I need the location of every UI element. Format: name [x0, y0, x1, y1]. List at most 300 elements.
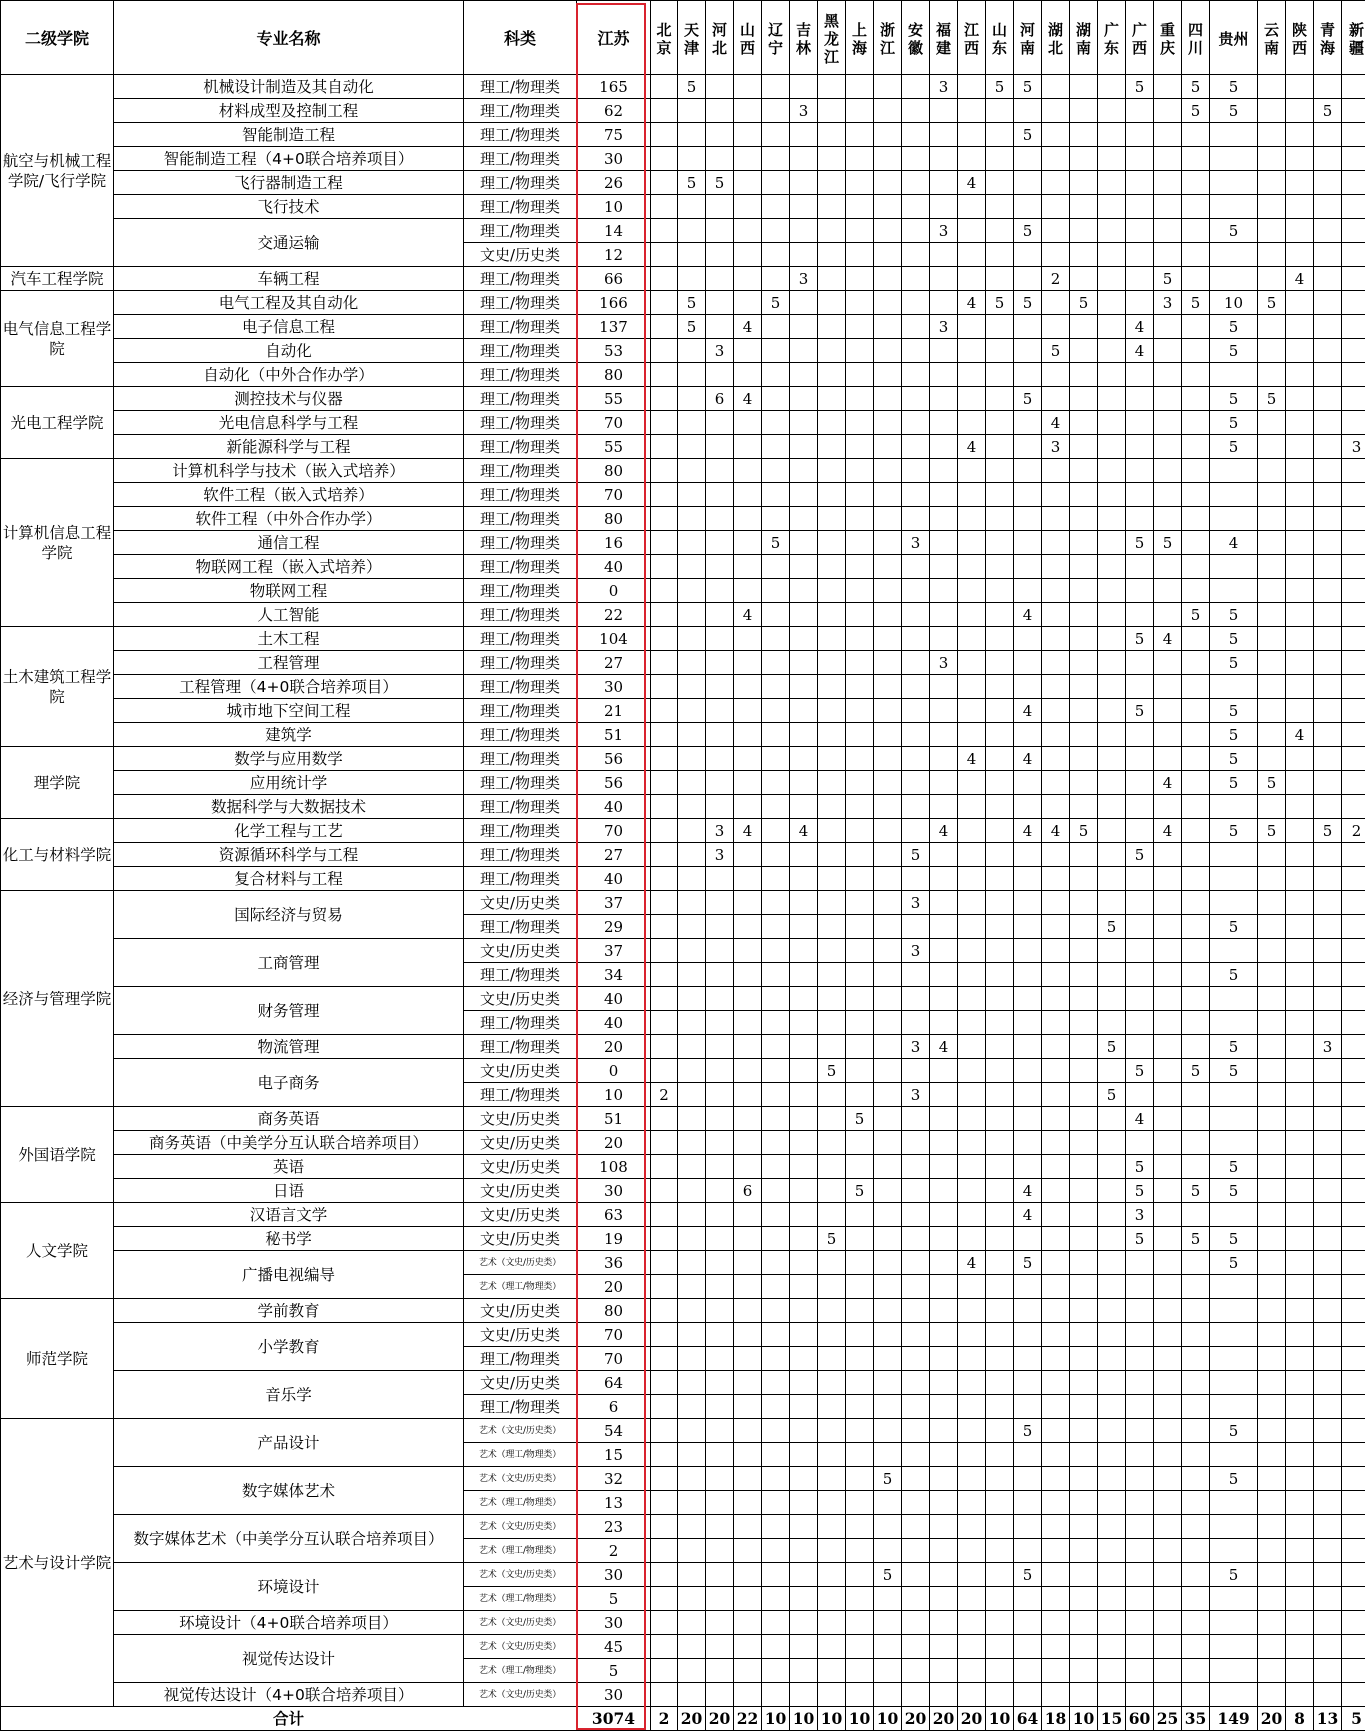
province-quota-cell: [762, 819, 790, 843]
province-quota-cell: [818, 1659, 846, 1683]
province-quota-cell: [1286, 459, 1314, 483]
major-cell: 软件工程（中外合作办学）: [114, 507, 464, 531]
jiangsu-quota-cell: 5: [577, 1587, 651, 1611]
province-quota-cell: [818, 1251, 846, 1275]
total-province-cell: 35: [1182, 1707, 1210, 1731]
province-quota-cell: [734, 843, 762, 867]
table-row: [1, 99, 1365, 123]
province-quota-cell: [1126, 1563, 1154, 1587]
province-quota-cell: [874, 603, 902, 627]
province-quota-cell: [818, 747, 846, 771]
province-quota-cell: [1286, 1011, 1314, 1035]
province-quota-cell: 5: [1210, 747, 1258, 771]
province-quota-cell: [818, 891, 846, 915]
province-quota-cell: [678, 939, 706, 963]
college-cell: 化工与材料学院: [1, 819, 114, 891]
province-quota-cell: [958, 1491, 986, 1515]
province-quota-cell: [818, 1683, 846, 1707]
province-quota-cell: [734, 1347, 762, 1371]
province-quota-cell: [1258, 867, 1286, 891]
province-quota-cell: 4: [930, 1035, 958, 1059]
province-quota-cell: 5: [818, 1059, 846, 1083]
province-quota-cell: [1070, 411, 1098, 435]
jiangsu-quota-cell: 29: [577, 915, 651, 939]
province-quota-cell: [958, 1179, 986, 1203]
province-quota-cell: [1210, 867, 1258, 891]
province-quota-cell: [1126, 939, 1154, 963]
province-quota-cell: [958, 867, 986, 891]
province-quota-cell: [706, 459, 734, 483]
province-quota-cell: [958, 699, 986, 723]
province-quota-cell: [874, 531, 902, 555]
province-quota-cell: [1314, 1083, 1342, 1107]
major-cell: 电子信息工程: [114, 315, 464, 339]
province-quota-cell: [706, 99, 734, 123]
province-quota-cell: [1098, 1443, 1126, 1467]
province-quota-cell: [958, 1107, 986, 1131]
province-quota-cell: [651, 1467, 678, 1491]
province-quota-cell: [706, 939, 734, 963]
province-quota-cell: [1286, 1323, 1314, 1347]
province-quota-cell: [706, 1491, 734, 1515]
province-quota-cell: [1070, 1227, 1098, 1251]
province-quota-cell: [818, 1419, 846, 1443]
category-cell: 理工/物理类: [464, 579, 577, 603]
category-cell: 艺术（文史/历史类）: [464, 1515, 577, 1539]
province-quota-cell: [958, 363, 986, 387]
province-quota-cell: [706, 1443, 734, 1467]
province-quota-cell: [678, 147, 706, 171]
province-quota-cell: [1286, 555, 1314, 579]
province-quota-cell: [1154, 1131, 1182, 1155]
province-quota-cell: [734, 1371, 762, 1395]
province-quota-cell: [1342, 795, 1365, 819]
province-quota-cell: [1098, 651, 1126, 675]
province-quota-cell: 4: [1014, 699, 1042, 723]
province-quota-cell: [790, 1659, 818, 1683]
province-quota-cell: [651, 987, 678, 1011]
province-header: 吉林: [790, 1, 818, 75]
province-quota-cell: [874, 1323, 902, 1347]
province-quota-cell: [846, 1299, 874, 1323]
province-quota-cell: [706, 435, 734, 459]
province-quota-cell: [1258, 1155, 1286, 1179]
jiangsu-quota-cell: 51: [577, 1107, 651, 1131]
province-quota-cell: [1182, 699, 1210, 723]
province-quota-cell: [902, 483, 930, 507]
province-quota-cell: 3: [706, 819, 734, 843]
province-quota-cell: [1182, 339, 1210, 363]
jiangsu-quota-cell: 62: [577, 99, 651, 123]
province-quota-cell: 5: [1210, 1179, 1258, 1203]
province-quota-cell: [1154, 1083, 1182, 1107]
province-quota-cell: [734, 891, 762, 915]
province-quota-cell: [986, 579, 1014, 603]
province-quota-cell: [958, 507, 986, 531]
province-quota-cell: 4: [958, 435, 986, 459]
province-quota-cell: [678, 1035, 706, 1059]
province-quota-cell: [1314, 723, 1342, 747]
province-quota-cell: [1154, 579, 1182, 603]
province-quota-cell: [1126, 1611, 1154, 1635]
province-quota-cell: [1126, 1635, 1154, 1659]
province-quota-cell: [1286, 1107, 1314, 1131]
province-quota-cell: [902, 243, 930, 267]
province-quota-cell: [1098, 1659, 1126, 1683]
province-quota-cell: [930, 1059, 958, 1083]
province-quota-cell: [1182, 1203, 1210, 1227]
jiangsu-quota-cell: 75: [577, 123, 651, 147]
province-quota-cell: [734, 171, 762, 195]
province-quota-cell: [706, 195, 734, 219]
province-quota-cell: [1258, 579, 1286, 603]
major-cell: 物联网工程: [114, 579, 464, 603]
province-quota-cell: [1342, 75, 1365, 99]
province-quota-cell: [1126, 1371, 1154, 1395]
province-quota-cell: [1014, 1227, 1042, 1251]
province-quota-cell: [1286, 747, 1314, 771]
province-quota-cell: [1314, 123, 1342, 147]
category-cell: 理工/物理类: [464, 747, 577, 771]
province-quota-cell: [1314, 675, 1342, 699]
province-quota-cell: [986, 1515, 1014, 1539]
province-quota-cell: [930, 459, 958, 483]
province-quota-cell: [762, 459, 790, 483]
province-quota-cell: [1126, 1083, 1154, 1107]
province-quota-cell: [1126, 1515, 1154, 1539]
province-quota-cell: 5: [1210, 603, 1258, 627]
major-cell: 工程管理: [114, 651, 464, 675]
province-quota-cell: [1342, 723, 1365, 747]
province-quota-cell: [1070, 1539, 1098, 1563]
province-quota-cell: [1314, 1659, 1342, 1683]
province-quota-cell: [958, 771, 986, 795]
province-quota-cell: [790, 195, 818, 219]
province-quota-cell: [818, 699, 846, 723]
province-quota-cell: 5: [1210, 1059, 1258, 1083]
province-quota-cell: 5: [1126, 1155, 1154, 1179]
province-quota-cell: [1258, 1611, 1286, 1635]
province-quota-cell: [1210, 1203, 1258, 1227]
province-quota-cell: [958, 963, 986, 987]
province-quota-cell: [1342, 1155, 1365, 1179]
province-quota-cell: 4: [1154, 819, 1182, 843]
province-quota-cell: [846, 435, 874, 459]
province-quota-cell: [706, 507, 734, 531]
province-quota-cell: [1014, 1275, 1042, 1299]
province-quota-cell: [734, 1611, 762, 1635]
table-row: [1, 1251, 1365, 1275]
province-quota-cell: [762, 1011, 790, 1035]
province-quota-cell: [874, 555, 902, 579]
province-quota-cell: [986, 1035, 1014, 1059]
province-quota-cell: [1126, 123, 1154, 147]
province-quota-cell: [734, 555, 762, 579]
province-quota-cell: [1154, 1539, 1182, 1563]
province-quota-cell: [986, 939, 1014, 963]
province-quota-cell: [1258, 267, 1286, 291]
province-quota-cell: [1258, 1059, 1286, 1083]
province-quota-cell: [1182, 267, 1210, 291]
province-quota-cell: [902, 1491, 930, 1515]
province-quota-cell: [706, 675, 734, 699]
province-quota-cell: [762, 507, 790, 531]
category-cell: 文史/历史类: [464, 1131, 577, 1155]
province-quota-cell: [986, 459, 1014, 483]
province-quota-cell: [958, 315, 986, 339]
province-quota-cell: [818, 123, 846, 147]
province-quota-cell: [1182, 891, 1210, 915]
province-quota-cell: [706, 1539, 734, 1563]
province-quota-cell: [1070, 1371, 1098, 1395]
province-quota-cell: [846, 171, 874, 195]
province-quota-cell: [706, 627, 734, 651]
province-quota-cell: 5: [1182, 1059, 1210, 1083]
table-row: [1, 171, 1365, 195]
province-quota-cell: [1042, 1395, 1070, 1419]
province-quota-cell: [1098, 1275, 1126, 1299]
province-quota-cell: [706, 1659, 734, 1683]
province-quota-cell: [1042, 483, 1070, 507]
jiangsu-quota-cell: 63: [577, 1203, 651, 1227]
province-quota-cell: [1258, 1203, 1286, 1227]
province-quota-cell: [1314, 171, 1342, 195]
province-quota-cell: 3: [930, 75, 958, 99]
major-cell: 自动化（中外合作办学）: [114, 363, 464, 387]
province-quota-cell: [1014, 195, 1042, 219]
province-quota-cell: [874, 195, 902, 219]
province-quota-cell: [1070, 531, 1098, 555]
province-quota-cell: [1182, 723, 1210, 747]
province-quota-cell: [846, 795, 874, 819]
jiangsu-quota-cell: 30: [577, 675, 651, 699]
province-quota-cell: [1342, 987, 1365, 1011]
province-quota-cell: [1182, 1323, 1210, 1347]
province-quota-cell: [678, 339, 706, 363]
province-quota-cell: [734, 219, 762, 243]
province-quota-cell: [1314, 1515, 1342, 1539]
province-quota-cell: [678, 1227, 706, 1251]
category-cell: 理工/物理类: [464, 291, 577, 315]
province-quota-cell: [818, 987, 846, 1011]
province-quota-cell: [1342, 1299, 1365, 1323]
province-quota-cell: 5: [1014, 1251, 1042, 1275]
province-quota-cell: [986, 795, 1014, 819]
category-cell: 艺术（文史/历史类）: [464, 1251, 577, 1275]
province-quota-cell: [874, 1083, 902, 1107]
province-quota-cell: [651, 1299, 678, 1323]
province-quota-cell: [1286, 843, 1314, 867]
province-quota-cell: 5: [1098, 1035, 1126, 1059]
province-quota-cell: [790, 147, 818, 171]
province-quota-cell: [930, 1203, 958, 1227]
province-quota-cell: [762, 1131, 790, 1155]
province-quota-cell: [874, 1035, 902, 1059]
province-quota-cell: [1070, 795, 1098, 819]
province-quota-cell: [790, 867, 818, 891]
province-quota-cell: [846, 411, 874, 435]
province-quota-cell: [1098, 387, 1126, 411]
province-quota-cell: [818, 243, 846, 267]
province-header: 广东: [1098, 1, 1126, 75]
province-quota-cell: [1286, 891, 1314, 915]
province-quota-cell: [986, 363, 1014, 387]
major-cell: 秘书学: [114, 1227, 464, 1251]
province-quota-cell: [986, 123, 1014, 147]
province-quota-cell: [1042, 1059, 1070, 1083]
province-quota-cell: [678, 507, 706, 531]
province-quota-cell: [1314, 1395, 1342, 1419]
province-quota-cell: [734, 1083, 762, 1107]
province-quota-cell: 10: [1210, 291, 1258, 315]
province-quota-cell: [1014, 315, 1042, 339]
province-quota-cell: [651, 459, 678, 483]
province-quota-cell: [1258, 963, 1286, 987]
province-quota-cell: [1098, 891, 1126, 915]
major-cell: 国际经济与贸易: [114, 891, 464, 939]
province-quota-cell: [762, 555, 790, 579]
province-quota-cell: [930, 771, 958, 795]
province-quota-cell: [790, 651, 818, 675]
category-cell: 理工/物理类: [464, 267, 577, 291]
province-quota-cell: [1258, 747, 1286, 771]
province-quota-cell: [1014, 531, 1042, 555]
jiangsu-quota-cell: 14: [577, 219, 651, 243]
table-row: [1, 483, 1365, 507]
province-quota-cell: [1342, 891, 1365, 915]
province-quota-cell: [874, 411, 902, 435]
category-cell: 理工/物理类: [464, 675, 577, 699]
province-quota-cell: [762, 1611, 790, 1635]
major-cell: 财务管理: [114, 987, 464, 1035]
province-quota-cell: [874, 291, 902, 315]
province-quota-cell: [1070, 1395, 1098, 1419]
province-quota-cell: [1258, 603, 1286, 627]
province-quota-cell: [762, 1539, 790, 1563]
category-cell: 理工/物理类: [464, 531, 577, 555]
province-quota-cell: [1182, 1467, 1210, 1491]
province-quota-cell: [762, 1515, 790, 1539]
province-quota-cell: [762, 339, 790, 363]
province-quota-cell: [1286, 819, 1314, 843]
province-quota-cell: [846, 1467, 874, 1491]
province-quota-cell: [1210, 195, 1258, 219]
province-quota-cell: [1342, 147, 1365, 171]
province-quota-cell: [790, 1683, 818, 1707]
province-quota-cell: [734, 747, 762, 771]
province-quota-cell: [678, 627, 706, 651]
province-quota-cell: [1342, 507, 1365, 531]
jiangsu-quota-cell: 55: [577, 387, 651, 411]
province-quota-cell: [986, 771, 1014, 795]
province-quota-cell: 5: [1210, 387, 1258, 411]
province-quota-cell: [1042, 1083, 1070, 1107]
province-quota-cell: [874, 1659, 902, 1683]
province-quota-cell: [706, 123, 734, 147]
province-quota-cell: [930, 1395, 958, 1419]
province-quota-cell: [678, 1467, 706, 1491]
province-quota-cell: [986, 675, 1014, 699]
province-quota-cell: [1182, 651, 1210, 675]
province-quota-cell: [1014, 723, 1042, 747]
total-province-cell: 149: [1210, 1707, 1258, 1731]
province-quota-cell: [846, 123, 874, 147]
province-quota-cell: [651, 939, 678, 963]
province-quota-cell: [1070, 1443, 1098, 1467]
province-quota-cell: [1042, 963, 1070, 987]
province-quota-cell: [818, 1611, 846, 1635]
province-quota-cell: [651, 915, 678, 939]
province-quota-cell: [1210, 1299, 1258, 1323]
province-quota-cell: [1070, 75, 1098, 99]
province-quota-cell: [1126, 1419, 1154, 1443]
province-quota-cell: [958, 147, 986, 171]
province-quota-cell: [1182, 555, 1210, 579]
province-quota-cell: [678, 483, 706, 507]
province-quota-cell: [706, 915, 734, 939]
province-quota-cell: [678, 771, 706, 795]
province-quota-cell: [762, 963, 790, 987]
province-quota-cell: [902, 1683, 930, 1707]
province-quota-cell: [1126, 1299, 1154, 1323]
province-quota-cell: 5: [1014, 1563, 1042, 1587]
province-quota-cell: [1098, 99, 1126, 123]
province-quota-cell: [1182, 1515, 1210, 1539]
province-quota-cell: [1342, 1179, 1365, 1203]
province-quota-cell: [734, 531, 762, 555]
province-quota-cell: [762, 987, 790, 1011]
province-quota-cell: [986, 843, 1014, 867]
province-quota-cell: [734, 1035, 762, 1059]
province-quota-cell: [1342, 867, 1365, 891]
province-quota-cell: 5: [1182, 1179, 1210, 1203]
province-quota-cell: [1182, 1251, 1210, 1275]
province-quota-cell: [1070, 651, 1098, 675]
province-quota-cell: [1098, 1131, 1126, 1155]
province-quota-cell: [930, 1611, 958, 1635]
province-quota-cell: [846, 1131, 874, 1155]
province-quota-cell: [1098, 1491, 1126, 1515]
province-quota-cell: [1314, 1467, 1342, 1491]
category-cell: 理工/物理类: [464, 99, 577, 123]
province-quota-cell: 5: [1126, 1227, 1154, 1251]
total-jiangsu-cell: 3074: [577, 1707, 651, 1731]
province-quota-cell: [874, 1347, 902, 1371]
jiangsu-quota-cell: 10: [577, 1083, 651, 1107]
province-quota-cell: [846, 459, 874, 483]
province-quota-cell: [678, 555, 706, 579]
province-quota-cell: [678, 747, 706, 771]
province-quota-cell: [1258, 1371, 1286, 1395]
province-quota-cell: [1070, 267, 1098, 291]
province-quota-cell: [874, 1635, 902, 1659]
province-quota-cell: 4: [1042, 411, 1070, 435]
province-quota-cell: [706, 291, 734, 315]
province-quota-cell: [1154, 1275, 1182, 1299]
province-quota-cell: [1210, 891, 1258, 915]
province-quota-cell: [734, 1395, 762, 1419]
province-quota-cell: [1070, 459, 1098, 483]
province-quota-cell: [958, 459, 986, 483]
province-quota-cell: [986, 219, 1014, 243]
province-quota-cell: [678, 1683, 706, 1707]
province-quota-cell: [1286, 1515, 1314, 1539]
province-quota-cell: [1014, 627, 1042, 651]
province-quota-cell: [958, 843, 986, 867]
province-quota-cell: [1182, 1347, 1210, 1371]
category-cell: 艺术（理工/物理类）: [464, 1491, 577, 1515]
total-province-cell: 20: [706, 1707, 734, 1731]
